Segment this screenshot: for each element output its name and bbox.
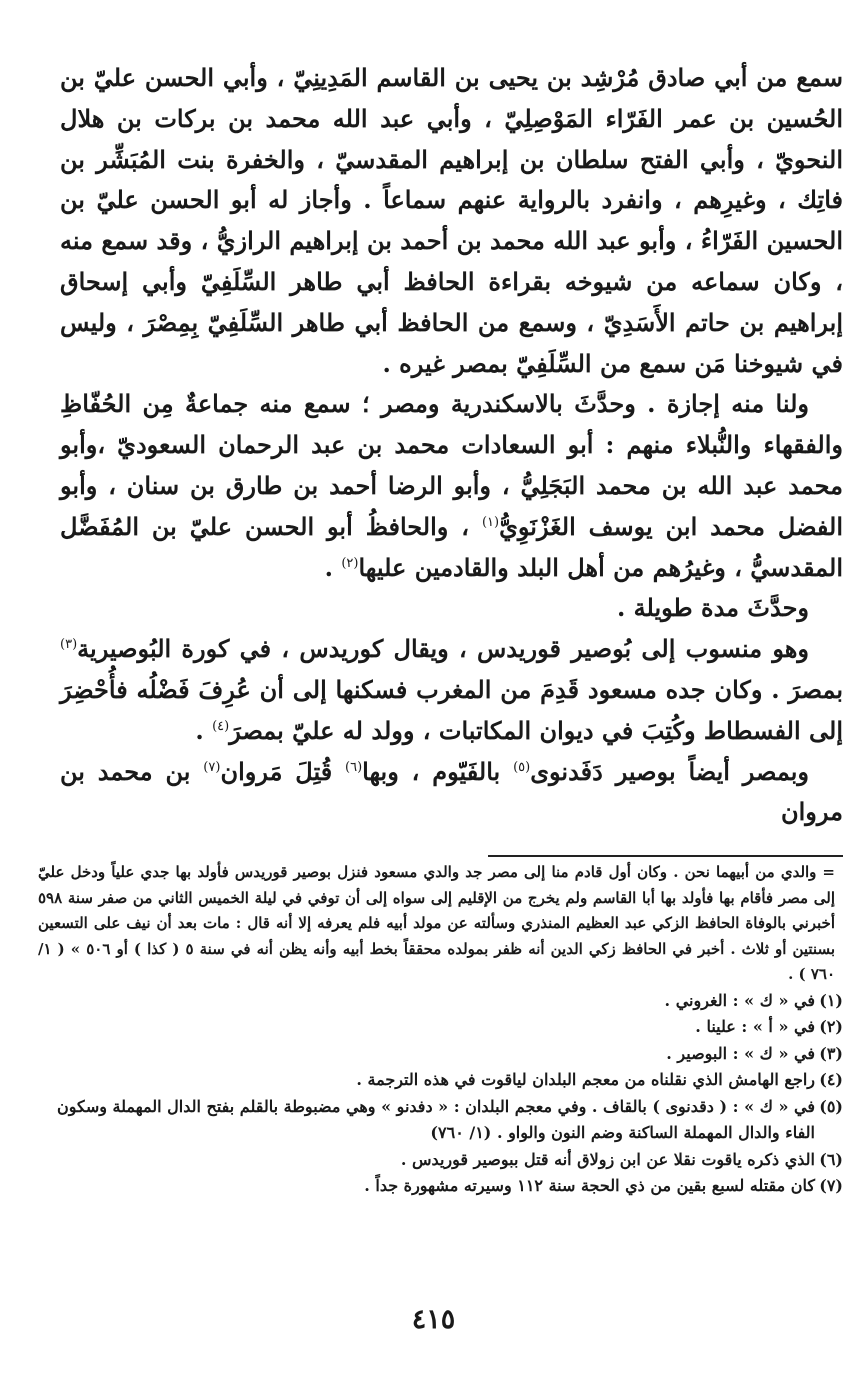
footnote [38,988,843,1015]
footnote-line: الذي ذكره ياقوت نقلا عن ابن زولاق أنه قتل ببوصير قوريدس . [400,1149,815,1169]
footnote-line: في « ك » : ( دقدنوى ) بالقاف . وفي معجم البلدان : « دفدنو » وهي مضبوطة بالقلم بفتح الدال المهملة وسكون [56,1096,815,1116]
footnote-number: (٣) [819,1043,843,1063]
footnote [38,1147,843,1174]
footnote [38,1014,843,1041]
footnote-line: في « ك » : الغروني . [664,990,815,1010]
footnote-number: (٥) [819,1096,843,1116]
footnote-separator [488,855,843,857]
footnote-continued [38,860,843,988]
note-ref: (٣) [60,637,78,653]
main-text [60,58,843,833]
footnote-text: والدي من أبيهما نحن . وكان أول قادم منا إلى مصر جد والدي مسعود فنزل بوصير قوريدس فأولد بها جدي علياً ودخل عليّ إلى مصر فأقام بها فأولد بها أبا القاسم ولم يخرج من الإقليم إلى سواه إلى أن توفي في ليلة الخميس الثاني من صفر سنة ٥٩٨ أخبرني بالوفاة الحافظ الزكي عبد العظيم المنذري وسألته عن مولد أبيه فلم يعرفه إلا أنه قال : مات بعد أن نيف على التسعين بسنتين أو ثلاث . أخبر في الحافظ زكي الدين أنه ظفر بمولده محققاً بخط أبيه وأنه يظن أنه في سنة ٥ ( كذا ) أو ٥٠٦ » ( ١/ ٧٦٠ ) . [38,863,836,983]
footnote-text [38,1014,815,1041]
text-run: ، والحافظُ أبو الحسن عليّ بن المُفَضَّل المقدسيُّ ، وغيرُهم من أهل البلد والقادمين عليها [60,511,843,582]
footnote-line: راجع الهامش الذي نقلناه من معجم البلدان لياقوت في هذه الترجمة . [356,1070,815,1089]
footnote-text [38,988,815,1015]
footnote-text [38,1094,815,1147]
text-run: وبمصر أيضاً بوصير دَفَدنوى [530,756,810,786]
footnote-number: (١) [819,990,843,1010]
paragraph: ولنا منه إجازة . وحدَّثَ بالاسكندرية ومصر ؛ سمع منه جماعةٌ مِن الحُفّاظِ والفقهاء والنُّبلاء منهم : أبو السعادات محمد بن عبد الرحمان السعوديّ ،وأبو محمد عبد الله بن محمد البَجَلِيُّ ، وأبو الرضا أحمد بن طارق بن سنان ، وأبو الفضل محمد ابن يوسف الغَزْنَوِيُّ$^{(١)}$ ، والحافظُ أبو الحسن عليّ بن المُفَضَّل المقدسيُّ ، وغيرُهم من أهل البلد والقادمين عليها$^{(٢)}$ . [60,389,844,582]
footnote-line: كان مقتله لسبع بقين من ذي الحجة سنة ١١٢ وسيرته مشهورة جداً . [364,1176,815,1195]
note-ref: (٤) [212,718,230,734]
footnote-line: في « ك » : البوصير . [666,1043,815,1063]
text-run: وهو منسوب إلى بُوصير قوريدس ، ويقال كوريدس ، في كورة البُوصيرية [77,634,809,664]
paragraph [60,752,843,834]
text-run: بمصرَ . وكان جده مسعود قَدِمَ من المغرب فسكنها إلى أن عُرِفَ فَضْلُه فأُحْضِرَ إلى الفسطاط وكُتِبَ في ديوان المكاتبات ، وولد له عليّ بمصرَ [60,674,844,745]
text-run: بن محمد بن مروان [60,756,843,827]
note-ref: (٥) [513,759,531,775]
page-number: ٤١٥ [411,1304,456,1335]
footnote-line: في « أ » : علينا . [695,1017,815,1036]
footnote-number: (٧) [819,1176,843,1195]
paragraph: وهو منسوب إلى بُوصير قوريدس ، ويقال كوريدس ، في كورة البُوصيرية$^{(٣)}$ بمصرَ . وكان جده مسعود قَدِمَ من المغرب فسكنها إلى أن عُرِفَ فَضْلُه فأُحْضِرَ إلى الفسطاط وكُتِبَ في ديوان المكاتبات ، وولد له عليّ بمصرَ$^{(٤)}$ . [60,634,844,745]
footnote-text [38,1041,815,1068]
footnote-text [38,1067,815,1094]
note-ref: (٢) [341,555,359,571]
text-run: ولنا منه إجازة . وحدَّثَ بالاسكندرية ومصر ؛ سمع منه جماعةٌ مِن الحُفّاظِ والفقهاء والنُّبلاء منهم : أبو السعادات محمد بن عبد الرحمان السعوديّ ،وأبو محمد عبد الله بن محمد البَجَلِيُّ ، وأبو الرضا أحمد بن طارق بن سنان ، وأبو الفضل محمد ابن يوسف الغَزْنَوِيُّ [60,389,844,541]
footnote-number: (٤) [819,1070,843,1089]
note-ref: (٦) [345,759,363,775]
paragraph: سمع من أبي صادق مُرْشِد بن يحيى بن القاسم المَدِينِيّ ، وأبي الحسن عليّ بن الحُسين بن عمر الفَرّاء المَوْصِلِيّ ، وأبي عبد الله محمد بن بركات بن هلال النحويّ ، وأبي الفتح سلطان بن إبراهيم المقدسيّ ، والخفرة بنت المُبَشِّر بن فاتِك ، وغيرِهم ، وانفرد بالرواية عنهم سماعاً . وأجاز له أبو الحسن عليّ بن الحسين الفَرّاءُ ، وأبو عبد الله محمد بن أحمد بن إبراهيم الرازيُّ ، وقد سمع منه ، وكان سماعه من شيوخه بقراءة الحافظ أبي طاهر السِّلَفِيّ وأبي إسحاق إبراهيم بن حاتم الأَسَدِيّ ، وسمع من الحافظ أبي طاهر السِّلَفِيّ بِمِصْرَ ، وليس في شيوخنا مَن سمع من السِّلَفِيّ بمصر غيره . [60,63,843,378]
footnote-list [38,988,843,1200]
note-ref: (٧) [203,759,221,775]
text-run: قُتِلَ مَروان [220,756,333,786]
paragraph: وحدَّثَ مدة طويلة . [616,593,809,623]
footnote-text [38,1173,815,1200]
text-run: بالفَيّوم ، وبها [362,756,501,786]
footnote [38,1067,843,1094]
continuation-mark: = [822,863,835,881]
footnote [38,1041,843,1068]
footnote-text [38,1147,815,1174]
note-ref: (١) [481,514,500,530]
footnote-line: الفاء والدال المهملة الساكنة وضم النون والواو . (١/ ٧٦٠) [430,1123,815,1142]
footnote-number: (٦) [819,1149,843,1169]
footnote [38,1094,843,1147]
footnotes [38,860,843,1200]
footnote-number: (٢) [819,1017,843,1036]
footnote [38,1173,843,1200]
